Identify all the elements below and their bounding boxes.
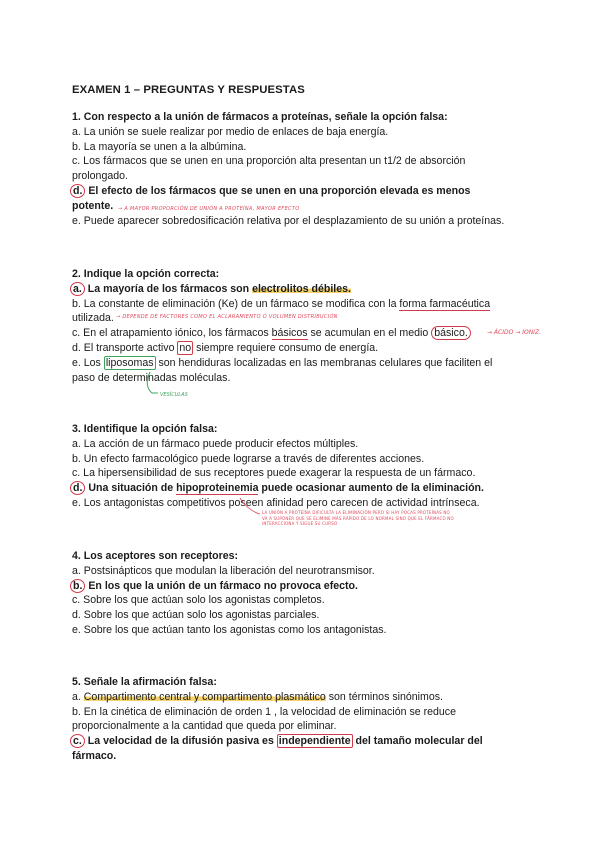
highlight: Compartimento central y compartimento plasmático xyxy=(83,690,326,703)
q4-option-a: a. Postsinápticos que modulan la liberación del neurotransmisor. xyxy=(72,564,375,577)
q3-option-d: d. Una situación de hipoproteinemia puede ocasionar aumento de la eliminación. xyxy=(72,481,542,496)
q4-option-b: b. En los que la unión de un fármaco no provoca efecto. xyxy=(72,579,542,594)
q5-option-c-cont: fármaco. xyxy=(72,749,117,762)
question-3 xyxy=(72,422,542,511)
answer-circle: d. xyxy=(70,481,85,495)
question-5 xyxy=(72,675,542,764)
boxed-word: independiente xyxy=(278,735,351,748)
q5-option-c: c. La velocidad de la difusión pasiva es independiente del tamaño molecular del xyxy=(72,734,542,749)
q2-option-a: a. La mayoría de los fármacos son electrolitos débiles. xyxy=(72,282,542,297)
q1-annotation: → A MAYOR PROPORCIÓN DE UNIÓN A PROTEÍNA, MAYOR EFECTO xyxy=(118,206,300,212)
q4-option-e: e. Sobre los que actúan tanto los agonistas como los antagonistas. xyxy=(72,623,387,636)
q2-annotation-b: → DEPENDE DE FACTORES COMO EL ACLARAMIENTO O VOLUMEN DISTRIBUCIÓN xyxy=(116,314,338,320)
boxed-word: liposomas xyxy=(105,356,154,369)
q5-option-b-cont: proporcionalmente a la cantidad que queda por eliminar. xyxy=(72,720,337,733)
answer-circle: d. xyxy=(70,184,85,198)
boxed-word: no xyxy=(179,341,192,354)
q1-option-a: a. La unión se suele realizar por medio de enlaces de baja energía. xyxy=(72,125,389,138)
q2-option-c: c. En el atrapamiento iónico, los fármacos básicos se acumulan en el medio básico. xyxy=(72,326,542,341)
page-title: EXAMEN 1 – PREGUNTAS Y RESPUESTAS xyxy=(72,84,305,96)
circled-word: básico. xyxy=(431,326,471,340)
q1-option-b: b. La mayoría se unen a la albúmina. xyxy=(72,140,247,153)
q3-option-e: e. Los antagonistas competitivos poseen afinidad pero carecen de actividad intrínseca. xyxy=(72,496,480,509)
question-4-title: 4. Los aceptores son receptores: xyxy=(72,550,239,562)
q2-option-b-cont: utilizada. xyxy=(72,312,114,325)
q2-annotation-e: VESÍCULAS xyxy=(160,392,188,398)
answer-circle: b. xyxy=(70,579,85,593)
underline: básicos xyxy=(271,327,308,340)
question-3-title: 3. Identifique la opción falsa: xyxy=(72,423,218,435)
q1-option-c: c. Los fármacos que se unen en una proporción alta presentan un t1/2 de absorción xyxy=(72,155,466,168)
q1-option-d: d. El efecto de los fármacos que se unen en una proporción elevada es menos xyxy=(72,184,542,199)
question-5-title: 5. Señale la afirmación falsa: xyxy=(72,676,217,688)
q4-option-d: d. Sobre los que actúan solo los agonistas parciales. xyxy=(72,609,320,622)
q3-option-b: b. Un efecto farmacológico puede lograrse a través de diferentes acciones. xyxy=(72,452,425,465)
q1-option-e: e. Puede aparecer sobredosificación relativa por el desplazamiento de su unión a proteínas. xyxy=(72,214,505,227)
question-2-title: 2. Indique la opción correcta: xyxy=(72,268,220,280)
highlight: electrolitos débiles. xyxy=(252,282,351,295)
underline: hipoproteinemia xyxy=(176,482,259,495)
q1-option-c-cont: prolongado. xyxy=(72,170,128,183)
q3-option-a: a. La acción de un fármaco puede producir efectos múltiples. xyxy=(72,437,359,450)
q3-annotation: LA UNIÓN A PROTEÍNA DIFICULTA LA ELIMINACIÓN PERO SI HAY POCAS PROTEÍNAS NO VA A SUPONER QUE SE ELIMINE MÁS RÁPIDO DE LO NORMAL SINO QUE EL FÁRMACO NO INTERACCIONA Y SIGUE SU CURSO xyxy=(262,510,454,526)
q5-option-b: b. En la cinética de eliminación de orden 1 , la velocidad de eliminación se reduce xyxy=(72,705,456,718)
q2-annotation-c: → ÁCIDO → IONIZ. xyxy=(487,329,541,336)
q3-option-c: c. La hipersensibilidad de sus receptores puede exagerar la respuesta de un fármaco. xyxy=(72,467,476,480)
q2-option-b: b. La constante de eliminación (Ke) de un fármaco se modifica con la forma farmacéutica xyxy=(72,297,491,310)
q5-option-a: a. Compartimento central y compartimento plasmático son términos sinónimos. xyxy=(72,690,443,703)
answer-circle: c. xyxy=(70,734,85,748)
underline: forma farmacéutica xyxy=(399,297,491,310)
q2-option-e: e. Los liposomas son hendiduras localizadas en las membranas celulares que faciliten el xyxy=(72,356,493,369)
q2-option-d: d. El transporte activo no siempre requiere consumo de energía. xyxy=(72,341,379,354)
question-4 xyxy=(72,549,542,638)
q4-option-c: c. Sobre los que actúan solo los agonistas completos. xyxy=(72,594,325,607)
q1-option-d-cont: potente. xyxy=(72,199,114,212)
question-1-title: 1. Con respecto a la unión de fármacos a proteínas, señale la opción falsa: xyxy=(72,111,448,123)
answer-circle: a. xyxy=(70,282,85,296)
q2-option-e-cont: paso de determinadas moléculas. xyxy=(72,371,231,384)
question-2 xyxy=(72,267,542,385)
